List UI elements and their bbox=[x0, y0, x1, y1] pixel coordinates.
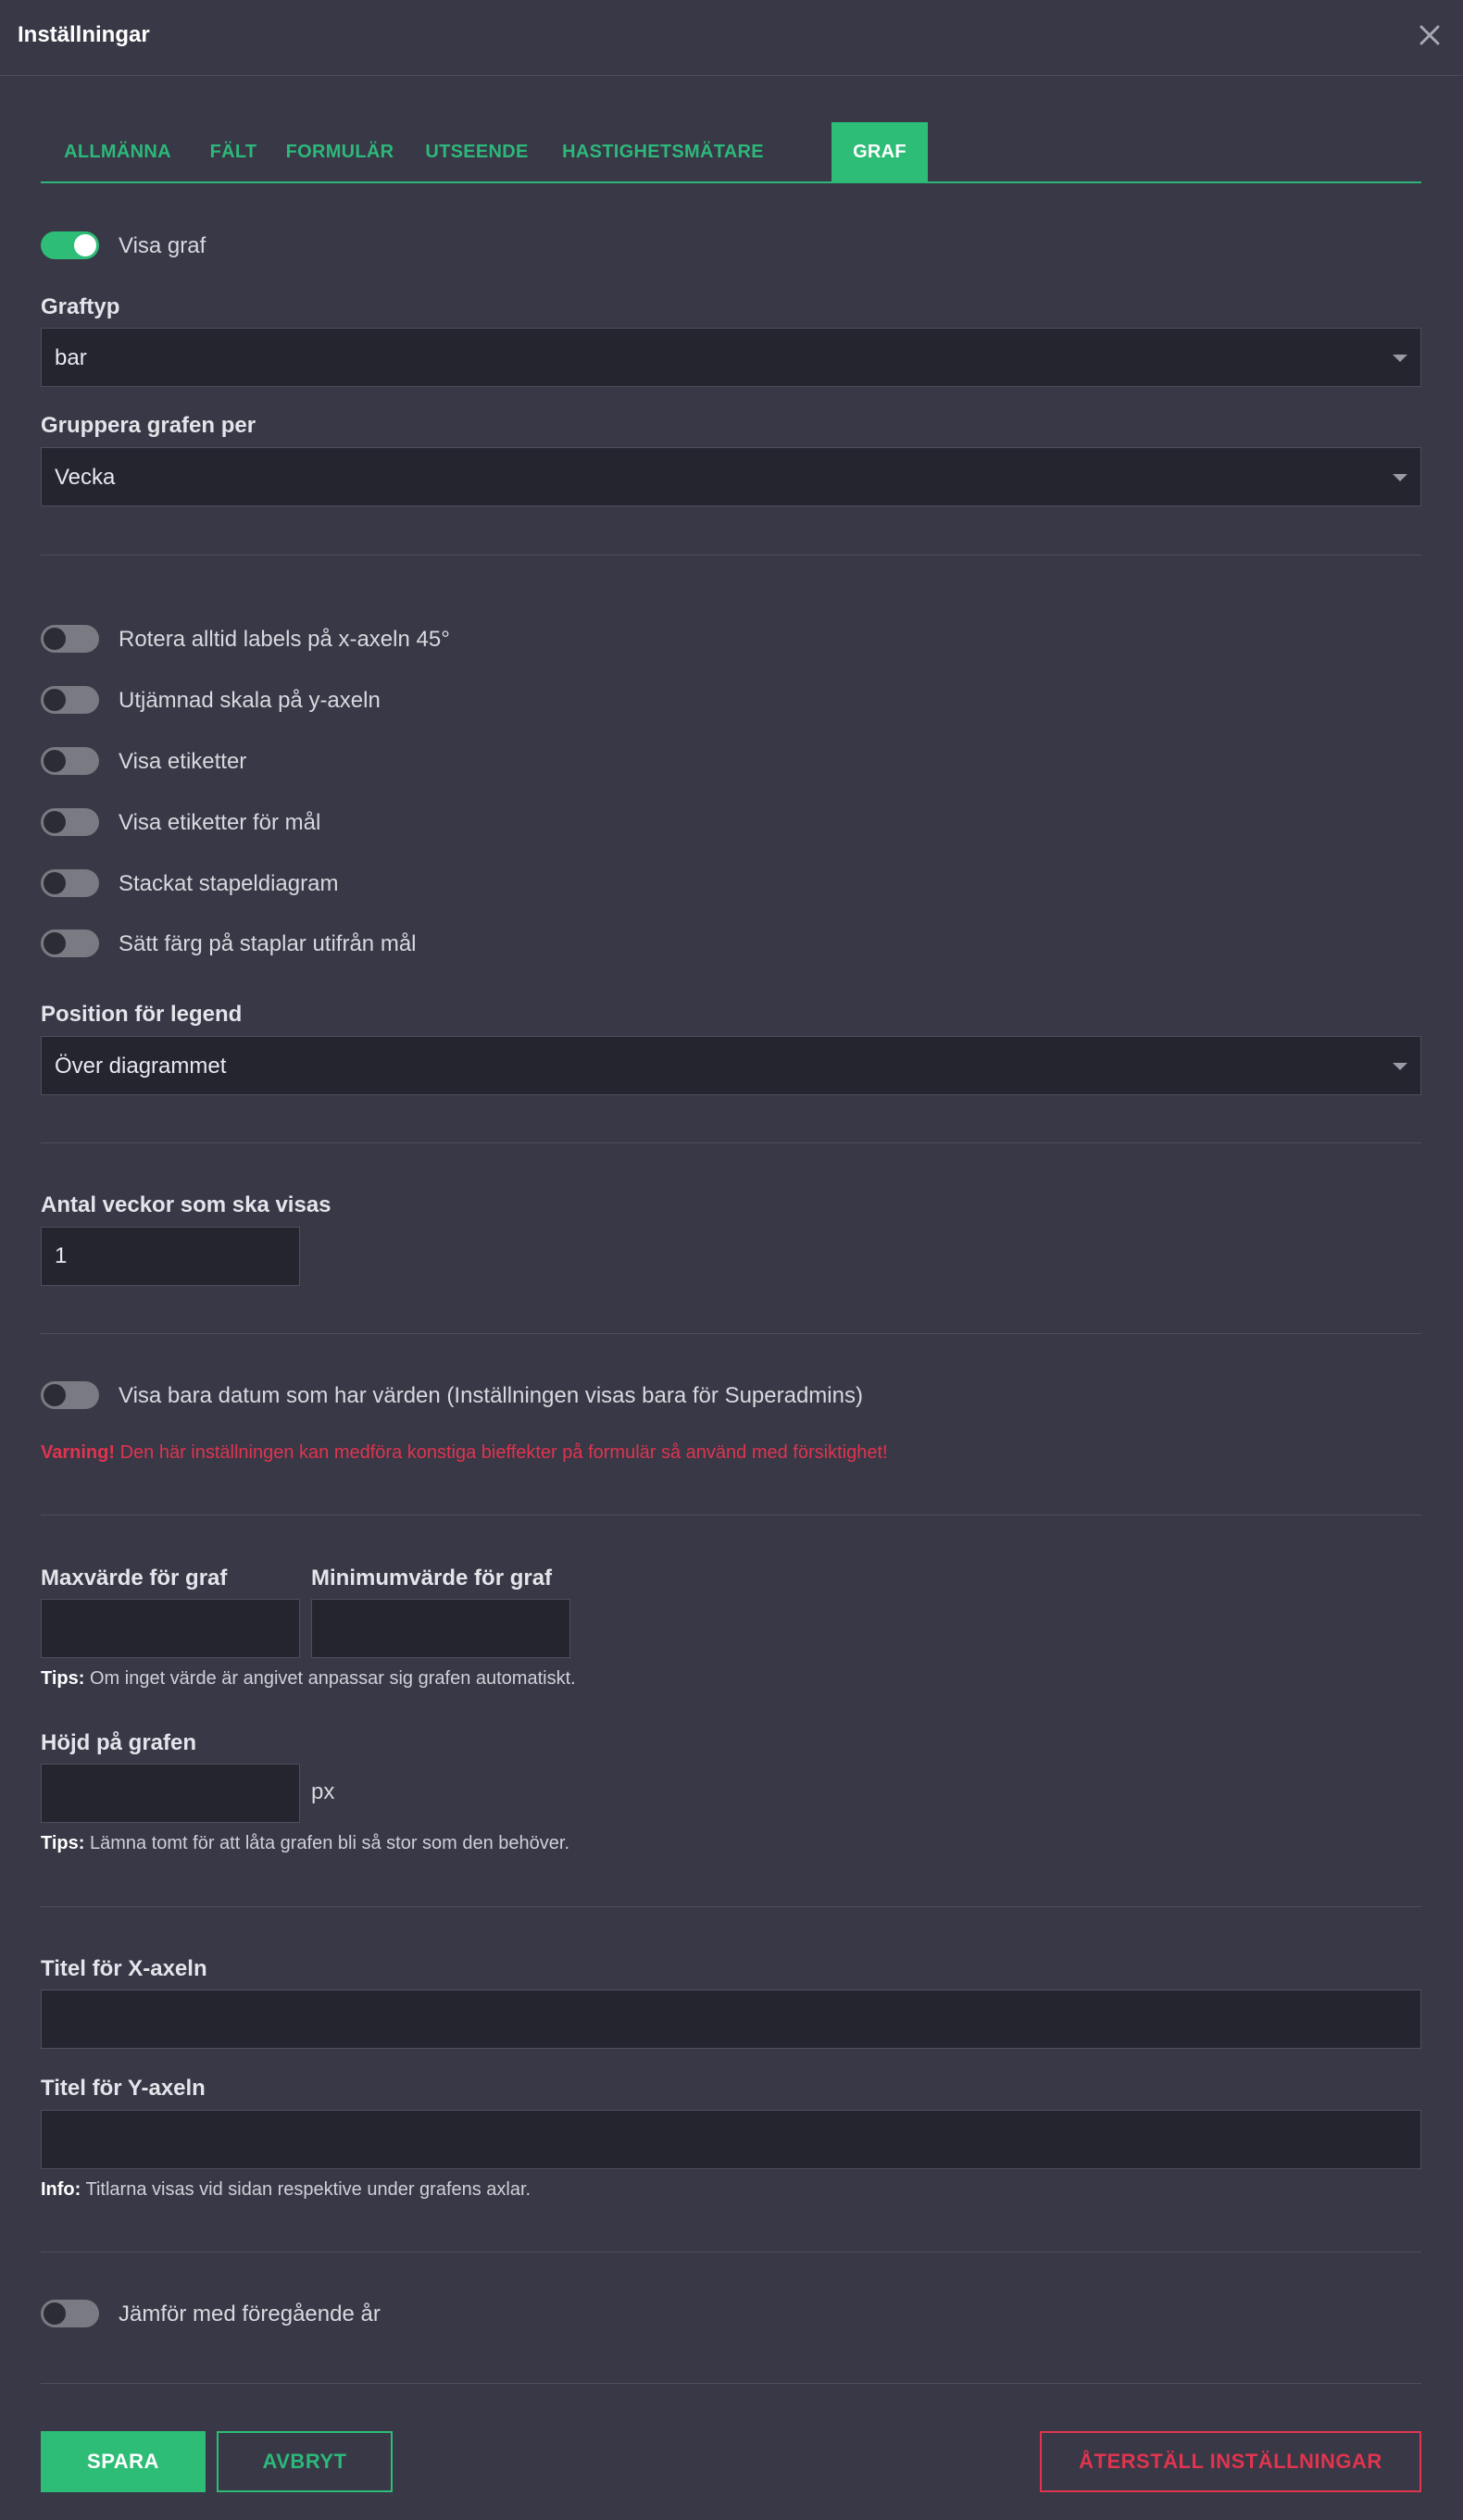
show-graph-label: Visa graf bbox=[119, 233, 206, 258]
only-dates-toggle[interactable] bbox=[41, 1381, 99, 1409]
x-title-label: Titel för X-axeln bbox=[41, 1956, 207, 1981]
toggle-knob bbox=[74, 234, 96, 256]
range-tip bbox=[41, 1668, 576, 1690]
height-unit: px bbox=[311, 1779, 335, 1804]
rotate-labels-label: Rotera alltid labels på x-axeln 45° bbox=[119, 627, 450, 652]
smoothed-scale-toggle[interactable] bbox=[41, 686, 99, 714]
toggle-knob bbox=[44, 750, 66, 772]
toggle-knob bbox=[44, 1384, 66, 1406]
save-button[interactable]: SPARA bbox=[41, 2431, 206, 2492]
tip-prefix: Tips: bbox=[41, 1668, 85, 1689]
stacked-bar-label: Stackat stapeldiagram bbox=[119, 871, 339, 896]
info-prefix: Info: bbox=[41, 2179, 81, 2200]
cancel-button[interactable]: AVBRYT bbox=[217, 2431, 393, 2492]
show-goal-labels-toggle[interactable] bbox=[41, 808, 99, 836]
toggle-knob bbox=[44, 689, 66, 711]
warning-text bbox=[41, 1442, 888, 1464]
tab-graf[interactable]: GRAF bbox=[832, 122, 928, 181]
divider bbox=[41, 1515, 1421, 1516]
settings-tabs bbox=[41, 122, 1421, 183]
x-title-input[interactable] bbox=[41, 1990, 1421, 2049]
tab-falt[interactable]: FÄLT bbox=[209, 142, 257, 162]
y-title-input[interactable] bbox=[41, 2110, 1421, 2169]
group-by-value: Vecka bbox=[55, 465, 116, 490]
legend-position-label: Position för legend bbox=[41, 1002, 243, 1027]
toggle-knob bbox=[44, 2302, 66, 2325]
max-value-input[interactable] bbox=[41, 1599, 300, 1658]
chevron-down-icon bbox=[1393, 1063, 1407, 1070]
legend-position-value: Över diagrammet bbox=[55, 1054, 227, 1079]
warning-body: Den här inställningen kan medföra konstiga bieffekter på formulär så använd med försiktighet! bbox=[115, 1442, 888, 1463]
height-label: Höjd på grafen bbox=[41, 1730, 197, 1755]
titles-info bbox=[41, 2179, 531, 2201]
info-body: Titlarna visas vid sidan respektive under grafens axlar. bbox=[81, 2179, 531, 2200]
show-labels-toggle[interactable] bbox=[41, 747, 99, 775]
weeks-label: Antal veckor som ska visas bbox=[41, 1192, 331, 1217]
min-value-label: Minimumvärde för graf bbox=[311, 1566, 553, 1591]
divider bbox=[41, 1906, 1421, 1907]
graph-type-label: Graftyp bbox=[41, 294, 120, 319]
toggle-knob bbox=[44, 811, 66, 833]
compare-toggle[interactable] bbox=[41, 2300, 99, 2327]
show-labels-label: Visa etiketter bbox=[119, 749, 247, 774]
reset-settings-button[interactable]: ÅTERSTÄLL INSTÄLLNINGAR bbox=[1040, 2431, 1421, 2492]
stacked-bar-toggle[interactable] bbox=[41, 869, 99, 897]
y-title-label: Titel för Y-axeln bbox=[41, 2076, 206, 2101]
color-by-goal-toggle[interactable] bbox=[41, 929, 99, 957]
dialog-header bbox=[0, 0, 1463, 76]
color-by-goal-label: Sätt färg på staplar utifrån mål bbox=[119, 931, 417, 956]
tab-formular[interactable]: FORMULÄR bbox=[285, 142, 394, 162]
height-tip bbox=[41, 1833, 569, 1854]
tip-body: Om inget värde är angivet anpassar sig grafen automatiskt. bbox=[84, 1668, 576, 1689]
divider bbox=[41, 2383, 1421, 2384]
toggle-knob bbox=[44, 872, 66, 894]
tip-prefix: Tips: bbox=[41, 1833, 85, 1853]
rotate-labels-toggle[interactable] bbox=[41, 625, 99, 653]
chevron-down-icon bbox=[1393, 355, 1407, 362]
legend-position-select[interactable] bbox=[41, 1036, 1421, 1095]
graph-type-select[interactable] bbox=[41, 328, 1421, 387]
weeks-input[interactable]: 1 bbox=[41, 1227, 300, 1286]
toggle-knob bbox=[44, 628, 66, 650]
divider bbox=[41, 1142, 1421, 1143]
toggle-knob bbox=[44, 932, 66, 954]
divider bbox=[41, 1333, 1421, 1334]
close-icon[interactable] bbox=[1416, 21, 1444, 49]
only-dates-label: Visa bara datum som har värden (Inställningen visas bara för Superadmins) bbox=[119, 1383, 863, 1408]
smoothed-scale-label: Utjämnad skala på y-axeln bbox=[119, 688, 381, 713]
group-by-label: Gruppera grafen per bbox=[41, 413, 256, 438]
min-value-input[interactable] bbox=[311, 1599, 570, 1658]
warning-prefix: Varning! bbox=[41, 1442, 116, 1463]
tab-utseende[interactable]: UTSEENDE bbox=[425, 142, 529, 162]
tip-body: Lämna tomt för att låta grafen bli så stor som den behöver. bbox=[84, 1833, 570, 1853]
show-graph-toggle[interactable] bbox=[41, 231, 99, 259]
height-input[interactable] bbox=[41, 1764, 300, 1823]
chevron-down-icon bbox=[1393, 474, 1407, 481]
group-by-select[interactable] bbox=[41, 447, 1421, 506]
tab-allmanna[interactable]: ALLMÄNNA bbox=[64, 142, 171, 162]
max-value-label: Maxvärde för graf bbox=[41, 1566, 228, 1591]
graph-type-value: bar bbox=[55, 345, 87, 370]
show-goal-labels-label: Visa etiketter för mål bbox=[119, 810, 321, 835]
compare-label: Jämför med föregående år bbox=[119, 2302, 381, 2327]
dialog-title: Inställningar bbox=[18, 22, 150, 47]
tab-hastighetsmatare[interactable]: HASTIGHETSMÄTARE bbox=[562, 142, 764, 162]
